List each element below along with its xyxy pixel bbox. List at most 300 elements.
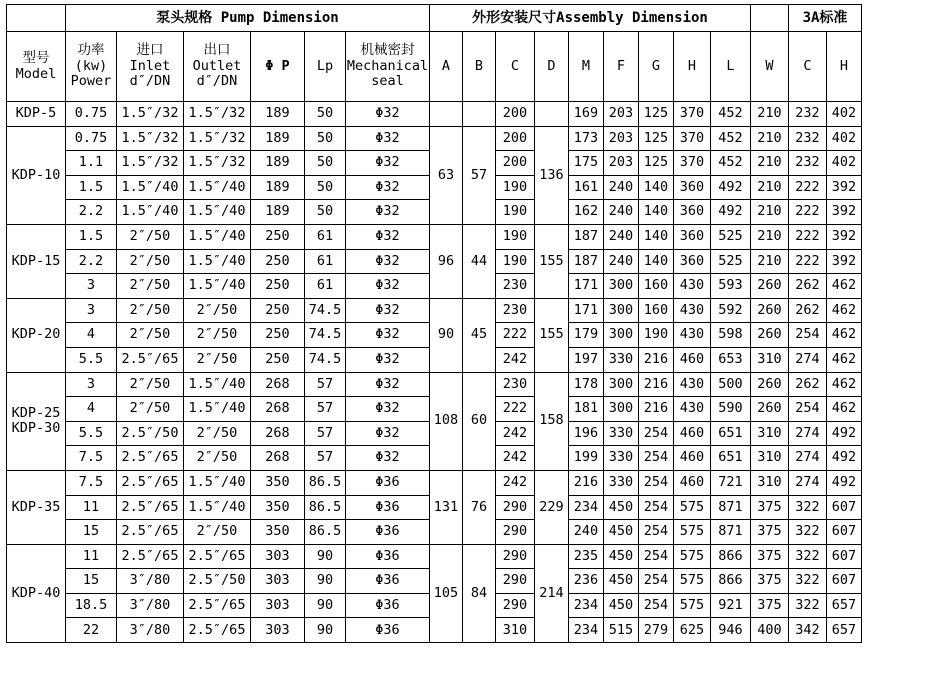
cell-h: 460 (674, 470, 711, 495)
cell-outlet: 2″/50 (184, 421, 251, 446)
table-row (7, 372, 862, 397)
cell-c: 290 (496, 593, 535, 618)
cell-seal: Φ32 (346, 224, 430, 249)
col-power-en: Power (70, 73, 112, 90)
cell-c: 290 (496, 544, 535, 569)
cell-c: 242 (496, 421, 535, 446)
cell-seal: Φ32 (346, 126, 430, 151)
cell-l: 871 (711, 520, 751, 545)
cell-c: 230 (496, 298, 535, 323)
cell-d (535, 102, 569, 127)
cell-phi-p: 268 (251, 446, 305, 471)
cell-m: 179 (569, 323, 604, 348)
cell-lp: 61 (305, 274, 346, 299)
cell-c-3a: 222 (789, 175, 827, 200)
cell-b: 44 (463, 224, 496, 298)
col-inlet-en: Inlet (129, 57, 171, 74)
col-l: L (711, 32, 751, 102)
cell-f: 300 (604, 323, 639, 348)
cell-lp: 57 (305, 372, 346, 397)
cell-m: 171 (569, 298, 604, 323)
cell-phi-p: 250 (251, 224, 305, 249)
cell-c: 190 (496, 175, 535, 200)
cell-inlet: 2″/50 (117, 249, 184, 274)
cell-g: 254 (639, 421, 674, 446)
cell-c: 190 (496, 200, 535, 225)
cell-f: 300 (604, 298, 639, 323)
cell-inlet: 2.5″/65 (117, 520, 184, 545)
cell-f: 450 (604, 569, 639, 594)
cell-c-3a: 254 (789, 323, 827, 348)
cell-lp: 86.5 (305, 495, 346, 520)
cell-c-3a: 322 (789, 544, 827, 569)
cell-power: 4 (66, 397, 117, 422)
cell-m: 173 (569, 126, 604, 151)
cell-power: 1.5 (66, 175, 117, 200)
cell-l: 866 (711, 544, 751, 569)
cell-l: 946 (711, 618, 751, 643)
cell-l: 598 (711, 323, 751, 348)
cell-a: 90 (430, 298, 463, 372)
cell-inlet: 2″/50 (117, 323, 184, 348)
col-c-3a: C (789, 32, 827, 102)
cell-b: 60 (463, 372, 496, 470)
cell-f: 240 (604, 175, 639, 200)
cell-phi-p: 250 (251, 298, 305, 323)
cell-c: 242 (496, 470, 535, 495)
cell-w: 260 (751, 274, 789, 299)
col-seal-en-1: Mechanical (346, 57, 429, 74)
table-row (7, 126, 862, 151)
cell-seal: Φ36 (346, 618, 430, 643)
cell-outlet: 1.5″/32 (184, 102, 251, 127)
cell-inlet: 2.5″/65 (117, 446, 184, 471)
cell-outlet: 1.5″/40 (184, 470, 251, 495)
cell-phi-p: 189 (251, 151, 305, 176)
cell-l: 452 (711, 151, 751, 176)
cell-lp: 74.5 (305, 347, 346, 372)
cell-m: 178 (569, 372, 604, 397)
cell-seal: Φ32 (346, 446, 430, 471)
col-h-3a: H (827, 32, 862, 102)
cell-inlet: 2.5″/50 (117, 421, 184, 446)
cell-g: 254 (639, 446, 674, 471)
cell-g: 160 (639, 298, 674, 323)
cell-power: 0.75 (66, 126, 117, 151)
col-inlet-cn: 进口 (136, 42, 164, 59)
table-row (7, 544, 862, 569)
cell-outlet: 2″/50 (184, 347, 251, 372)
cell-inlet: 2″/50 (117, 224, 184, 249)
cell-f: 330 (604, 446, 639, 471)
cell-h: 460 (674, 347, 711, 372)
cell-power: 7.5 (66, 470, 117, 495)
cell-outlet: 2.5″/65 (184, 618, 251, 643)
cell-c-3a: 322 (789, 520, 827, 545)
cell-h: 575 (674, 495, 711, 520)
cell-g: 140 (639, 175, 674, 200)
cell-g: 216 (639, 347, 674, 372)
cell-c: 200 (496, 102, 535, 127)
cell-d: 136 (535, 126, 569, 224)
cell-a: 63 (430, 126, 463, 224)
cell-g: 254 (639, 495, 674, 520)
cell-power: 15 (66, 520, 117, 545)
cell-seal: Φ32 (346, 249, 430, 274)
cell-c-3a: 274 (789, 347, 827, 372)
cell-l: 653 (711, 347, 751, 372)
assembly-dimension-header: 外形安装尺寸Assembly Dimension (430, 5, 751, 32)
cell-outlet: 1.5″/40 (184, 495, 251, 520)
cell-outlet: 2″/50 (184, 323, 251, 348)
cell-seal: Φ36 (346, 593, 430, 618)
cell-m: 234 (569, 618, 604, 643)
cell-f: 330 (604, 347, 639, 372)
cell-h: 430 (674, 274, 711, 299)
cell-f: 300 (604, 274, 639, 299)
cell-inlet: 3″/80 (117, 569, 184, 594)
cell-lp: 57 (305, 397, 346, 422)
cell-c-3a: 232 (789, 126, 827, 151)
cell-phi-p: 250 (251, 274, 305, 299)
cell-h: 360 (674, 249, 711, 274)
cell-g: 254 (639, 520, 674, 545)
cell-c: 190 (496, 249, 535, 274)
cell-m: 235 (569, 544, 604, 569)
col-w: W (751, 32, 789, 102)
cell-l: 866 (711, 569, 751, 594)
cell-seal: Φ32 (346, 421, 430, 446)
cell-g: 254 (639, 544, 674, 569)
col-b: B (463, 32, 496, 102)
cell-h: 575 (674, 569, 711, 594)
cell-seal: Φ36 (346, 470, 430, 495)
cell-h-3a: 402 (827, 126, 862, 151)
col-outlet-en: Outlet (192, 57, 242, 74)
cell-outlet: 1.5″/40 (184, 249, 251, 274)
cell-seal: Φ32 (346, 175, 430, 200)
cell-g: 254 (639, 593, 674, 618)
cell-power: 5.5 (66, 347, 117, 372)
cell-h-3a: 657 (827, 618, 862, 643)
cell-c-3a: 274 (789, 470, 827, 495)
cell-w: 375 (751, 520, 789, 545)
cell-lp: 61 (305, 249, 346, 274)
cell-phi-p: 250 (251, 249, 305, 274)
cell-w: 210 (751, 151, 789, 176)
cell-h-3a: 402 (827, 102, 862, 127)
cell-model: KDP-10 (7, 126, 66, 224)
cell-h-3a: 462 (827, 274, 862, 299)
cell-power: 0.75 (66, 102, 117, 127)
cell-seal: Φ32 (346, 151, 430, 176)
cell-l: 651 (711, 446, 751, 471)
cell-m: 169 (569, 102, 604, 127)
cell-f: 203 (604, 151, 639, 176)
cell-w: 260 (751, 397, 789, 422)
cell-seal: Φ36 (346, 520, 430, 545)
cell-a: 131 (430, 470, 463, 544)
cell-l: 651 (711, 421, 751, 446)
cell-outlet: 1.5″/40 (184, 397, 251, 422)
cell-inlet: 1.5″/32 (117, 151, 184, 176)
cell-w: 210 (751, 126, 789, 151)
cell-m: 175 (569, 151, 604, 176)
cell-outlet: 2.5″/65 (184, 544, 251, 569)
cell-h-3a: 462 (827, 347, 862, 372)
header-blank-w (751, 5, 789, 32)
cell-g: 160 (639, 274, 674, 299)
cell-l: 525 (711, 249, 751, 274)
cell-power: 22 (66, 618, 117, 643)
cell-h-3a: 492 (827, 446, 862, 471)
cell-phi-p: 250 (251, 347, 305, 372)
cell-inlet: 2″/50 (117, 274, 184, 299)
cell-lp: 50 (305, 175, 346, 200)
cell-inlet: 2″/50 (117, 372, 184, 397)
col-power (66, 32, 117, 102)
cell-g: 140 (639, 200, 674, 225)
cell-outlet: 2″/50 (184, 520, 251, 545)
col-d: D (535, 32, 569, 102)
cell-a (430, 102, 463, 127)
cell-g: 279 (639, 618, 674, 643)
col-f: F (604, 32, 639, 102)
cell-c-3a: 342 (789, 618, 827, 643)
col-model (7, 32, 66, 102)
cell-h-3a: 462 (827, 298, 862, 323)
cell-c-3a: 322 (789, 569, 827, 594)
cell-inlet: 2.5″/65 (117, 347, 184, 372)
cell-seal: Φ32 (346, 274, 430, 299)
header-row-columns (7, 32, 862, 102)
cell-model: KDP-25 KDP-30 (7, 372, 66, 470)
cell-model: KDP-20 (7, 298, 66, 372)
cell-lp: 74.5 (305, 323, 346, 348)
cell-phi-p: 268 (251, 397, 305, 422)
cell-h-3a: 492 (827, 421, 862, 446)
cell-inlet: 3″/80 (117, 618, 184, 643)
cell-h: 370 (674, 102, 711, 127)
cell-outlet: 2.5″/65 (184, 593, 251, 618)
cell-f: 240 (604, 224, 639, 249)
cell-lp: 50 (305, 102, 346, 127)
cell-outlet: 1.5″/40 (184, 372, 251, 397)
cell-c-3a: 262 (789, 372, 827, 397)
cell-phi-p: 350 (251, 470, 305, 495)
cell-l: 452 (711, 102, 751, 127)
cell-h: 370 (674, 151, 711, 176)
cell-h-3a: 392 (827, 200, 862, 225)
cell-power: 11 (66, 544, 117, 569)
col-inlet (117, 32, 184, 102)
cell-c: 310 (496, 618, 535, 643)
cell-power: 18.5 (66, 593, 117, 618)
cell-phi-p: 268 (251, 421, 305, 446)
cell-c: 230 (496, 372, 535, 397)
cell-inlet: 1.5″/40 (117, 175, 184, 200)
cell-phi-p: 350 (251, 520, 305, 545)
cell-c: 222 (496, 323, 535, 348)
cell-m: 240 (569, 520, 604, 545)
cell-g: 216 (639, 372, 674, 397)
cell-inlet: 2.5″/65 (117, 470, 184, 495)
cell-c-3a: 232 (789, 151, 827, 176)
cell-c-3a: 274 (789, 421, 827, 446)
cell-lp: 90 (305, 593, 346, 618)
cell-lp: 90 (305, 618, 346, 643)
cell-inlet: 2.5″/65 (117, 495, 184, 520)
cell-f: 450 (604, 495, 639, 520)
cell-w: 210 (751, 200, 789, 225)
cell-f: 203 (604, 102, 639, 127)
cell-c-3a: 262 (789, 298, 827, 323)
table-body (7, 102, 862, 643)
cell-c: 242 (496, 347, 535, 372)
cell-h-3a: 492 (827, 470, 862, 495)
cell-c: 290 (496, 569, 535, 594)
cell-f: 450 (604, 593, 639, 618)
cell-h-3a: 392 (827, 249, 862, 274)
cell-lp: 90 (305, 544, 346, 569)
cell-w: 310 (751, 347, 789, 372)
cell-seal: Φ32 (346, 298, 430, 323)
cell-h-3a: 462 (827, 372, 862, 397)
cell-model: KDP-5 (7, 102, 66, 127)
cell-outlet: 2″/50 (184, 298, 251, 323)
cell-d: 214 (535, 544, 569, 642)
cell-l: 593 (711, 274, 751, 299)
cell-a: 96 (430, 224, 463, 298)
cell-h: 360 (674, 224, 711, 249)
cell-lp: 74.5 (305, 298, 346, 323)
cell-c: 200 (496, 126, 535, 151)
cell-inlet: 2″/50 (117, 397, 184, 422)
cell-w: 210 (751, 249, 789, 274)
cell-m: 171 (569, 274, 604, 299)
cell-f: 240 (604, 200, 639, 225)
cell-c-3a: 322 (789, 495, 827, 520)
cell-m: 181 (569, 397, 604, 422)
cell-power: 1.1 (66, 151, 117, 176)
cell-outlet: 1.5″/40 (184, 175, 251, 200)
cell-d: 155 (535, 224, 569, 298)
cell-l: 525 (711, 224, 751, 249)
cell-c-3a: 322 (789, 593, 827, 618)
cell-power: 5.5 (66, 421, 117, 446)
col-model-en: Model (15, 65, 57, 82)
cell-power: 3 (66, 298, 117, 323)
cell-f: 203 (604, 126, 639, 151)
cell-g: 125 (639, 126, 674, 151)
cell-phi-p: 303 (251, 544, 305, 569)
cell-w: 375 (751, 569, 789, 594)
cell-power: 1.5 (66, 224, 117, 249)
cell-model: KDP-35 (7, 470, 66, 544)
cell-lp: 86.5 (305, 470, 346, 495)
cell-phi-p: 268 (251, 372, 305, 397)
cell-inlet: 1.5″/32 (117, 126, 184, 151)
cell-model: KDP-40 (7, 544, 66, 642)
cell-l: 492 (711, 200, 751, 225)
cell-g: 125 (639, 102, 674, 127)
cell-phi-p: 303 (251, 569, 305, 594)
cell-outlet: 2″/50 (184, 446, 251, 471)
cell-w: 310 (751, 421, 789, 446)
header-blank (7, 5, 66, 32)
cell-outlet: 2.5″/50 (184, 569, 251, 594)
col-m: M (569, 32, 604, 102)
cell-l: 721 (711, 470, 751, 495)
cell-inlet: 1.5″/40 (117, 200, 184, 225)
cell-c: 290 (496, 520, 535, 545)
cell-phi-p: 189 (251, 200, 305, 225)
cell-lp: 57 (305, 421, 346, 446)
cell-c-3a: 254 (789, 397, 827, 422)
cell-h: 370 (674, 126, 711, 151)
cell-power: 2.2 (66, 200, 117, 225)
table-row (7, 298, 862, 323)
cell-w: 310 (751, 470, 789, 495)
cell-power: 15 (66, 569, 117, 594)
cell-w: 375 (751, 593, 789, 618)
cell-w: 375 (751, 544, 789, 569)
header-row-groups (7, 5, 862, 32)
cell-h: 430 (674, 323, 711, 348)
cell-inlet: 2.5″/65 (117, 544, 184, 569)
cell-l: 592 (711, 298, 751, 323)
cell-f: 300 (604, 372, 639, 397)
cell-phi-p: 303 (251, 593, 305, 618)
cell-inlet: 2″/50 (117, 298, 184, 323)
cell-g: 254 (639, 470, 674, 495)
cell-f: 300 (604, 397, 639, 422)
cell-seal: Φ36 (346, 569, 430, 594)
cell-lp: 50 (305, 126, 346, 151)
cell-lp: 86.5 (305, 520, 346, 545)
cell-phi-p: 303 (251, 618, 305, 643)
cell-c-3a: 222 (789, 200, 827, 225)
cell-m: 234 (569, 495, 604, 520)
cell-seal: Φ36 (346, 495, 430, 520)
cell-lp: 50 (305, 151, 346, 176)
cell-h: 360 (674, 175, 711, 200)
cell-outlet: 1.5″/32 (184, 126, 251, 151)
cell-l: 590 (711, 397, 751, 422)
cell-h-3a: 607 (827, 544, 862, 569)
cell-h-3a: 392 (827, 175, 862, 200)
col-power-cn: 功率 (77, 42, 105, 59)
cell-l: 492 (711, 175, 751, 200)
cell-m: 161 (569, 175, 604, 200)
cell-h: 430 (674, 397, 711, 422)
cell-w: 260 (751, 323, 789, 348)
cell-c: 222 (496, 397, 535, 422)
cell-power: 11 (66, 495, 117, 520)
cell-b: 57 (463, 126, 496, 224)
cell-outlet: 1.5″/40 (184, 224, 251, 249)
cell-phi-p: 189 (251, 102, 305, 127)
cell-h: 575 (674, 593, 711, 618)
cell-g: 216 (639, 397, 674, 422)
table-row (7, 102, 862, 127)
cell-power: 4 (66, 323, 117, 348)
cell-m: 236 (569, 569, 604, 594)
cell-h: 430 (674, 298, 711, 323)
cell-m: 197 (569, 347, 604, 372)
cell-seal: Φ32 (346, 323, 430, 348)
cell-w: 210 (751, 102, 789, 127)
